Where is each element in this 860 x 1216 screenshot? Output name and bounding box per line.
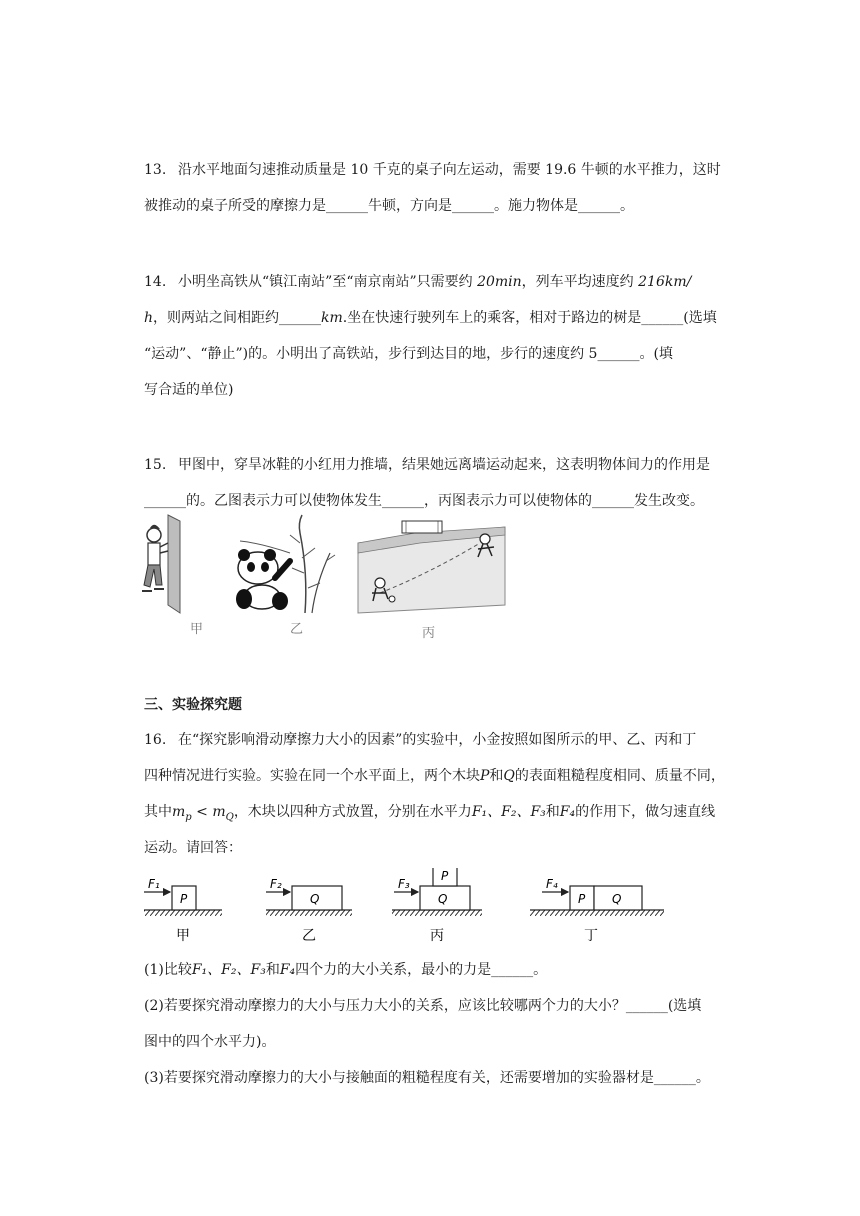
q16-text-3a: 其中 xyxy=(144,804,172,820)
q14-unit-km: km xyxy=(321,310,343,326)
friction-diagram xyxy=(140,868,680,948)
q16-var-p: P xyxy=(480,768,490,784)
q16-text-2e: 的表面粗糙程度相同、质量不同， xyxy=(514,768,725,784)
fig-label-jia: 甲 xyxy=(190,622,204,637)
setup-label-bing: 丙 xyxy=(430,928,444,944)
q16-sub3: (3)若要探究滑动摩擦力的大小与接触面的粗糙程度有关，还需要增加的实验器材是______。 xyxy=(144,1070,710,1086)
setup-label-jia: 甲 xyxy=(176,928,190,944)
q13-text1: 沿水平地面匀速推动质量是 10 千克的桌子向左运动，需要 19.6 牛顿的水平推力，这时 xyxy=(178,162,721,178)
q13-line2: 被推动的桌子所受的摩擦力是______牛顿，方向是______。施力物体是______。 xyxy=(144,198,634,214)
q16-line4: 运动。请回答： xyxy=(144,840,242,856)
force-f3-label: F₃ xyxy=(398,877,410,891)
force-f1-label: F₁ xyxy=(148,877,160,891)
q14-text-2d: .坐在快速行驶列车上的乘客，相对于路边的树是______(选填 xyxy=(342,310,717,326)
block-q-yi-label: Q xyxy=(310,892,320,906)
q16-line1 xyxy=(144,722,754,758)
figure-bing xyxy=(358,521,505,641)
block-p-bing-label: P xyxy=(441,869,449,883)
figure-yi xyxy=(236,515,335,637)
q16-text-3k: 的作用下，做匀速直线 xyxy=(575,804,716,820)
q16-sub2-line1: (2)若要探究滑动摩擦力的大小与压力大小的关系，应该比较哪两个力的大小？______(选填 xyxy=(144,998,702,1014)
block-p-ding-label: P xyxy=(578,892,586,906)
q16-sub1 xyxy=(144,952,754,988)
fig-label-yi: 乙 xyxy=(290,622,304,637)
fig-label-bing: 丙 xyxy=(422,626,436,641)
q14-speed-value: 216km/ xyxy=(638,274,692,290)
block-q-bing-label: Q xyxy=(438,892,448,906)
q16-mass-m2: m xyxy=(212,804,226,820)
q15-number: 15. xyxy=(144,457,167,473)
q16-forces-f1-f3: F₁、F₂、F₃ xyxy=(471,804,546,820)
q16-number: 16. xyxy=(144,732,167,748)
q16-text-3g: ，木块以四种方式放置，分别在水平力 xyxy=(233,804,472,820)
q16-mass-sub-q: Q xyxy=(225,811,234,823)
q16-sub1-f4: F₄ xyxy=(279,962,296,978)
q16-less-than: < xyxy=(191,804,213,820)
q14-line2 xyxy=(144,300,754,336)
q16-text-3i: 和 xyxy=(545,804,560,820)
q16-sub1-c: 和 xyxy=(265,962,280,978)
force-f4-label: F₄ xyxy=(546,877,558,891)
setup-yi xyxy=(266,877,352,944)
q14-time-value: 20min xyxy=(477,274,522,290)
section-title: 三、实验探究题 xyxy=(144,697,242,713)
q14-unit-h: h xyxy=(144,310,154,326)
figure-jia xyxy=(142,515,203,637)
q15-text1: 甲图中，穿旱冰鞋的小红用力推墙，结果她远离墙运动起来，这表明物体间力的作用是 xyxy=(178,457,710,473)
q16-mass-sub-p: p xyxy=(185,811,192,823)
setup-label-yi: 乙 xyxy=(302,928,316,944)
q14-line3: “运动”、“静止”)的。小明出了高铁站，步行到达目的地，步行的速度约 5______。(填 xyxy=(144,346,673,362)
q16-sub2-line2: 图中的四个水平力)。 xyxy=(144,1034,276,1050)
q16-text-2a: 四种情况进行实验。实验在同一个水平面上，两个木块 xyxy=(144,768,480,784)
q16-sub1-forces: F₁、F₂、F₃ xyxy=(191,962,266,978)
setup-bing xyxy=(392,868,482,944)
q13-line1 xyxy=(144,152,754,188)
q16-var-q: Q xyxy=(503,768,515,784)
q16-sub1-a: (1)比较 xyxy=(144,962,192,978)
q14-line1 xyxy=(144,264,754,300)
q16-force-f4: F₄ xyxy=(559,804,576,820)
q15-line2: ______的。乙图表示力可以使物体发生______，丙图表示力可以使物体的______发生改变。 xyxy=(144,493,704,509)
q16-line2 xyxy=(144,758,754,794)
q14-text-2b: ，则两站之间相距约______ xyxy=(153,310,322,326)
setup-ding xyxy=(530,877,664,944)
q13-number: 13. xyxy=(144,162,167,178)
q14-line4: 写合适的单位) xyxy=(144,382,234,398)
q15-figure xyxy=(140,513,510,643)
block-p-jia-label: P xyxy=(180,892,188,906)
setup-label-ding: 丁 xyxy=(584,928,598,944)
q16-text1: 在“探究影响滑动摩擦力大小的因素”的实验中，小金按照如图所示的甲、乙、丙和丁 xyxy=(178,732,697,748)
q14-text-1c: ，列车平均速度约 xyxy=(521,274,639,290)
q16-sub1-e: 四个力的大小关系，最小的力是______。 xyxy=(295,962,548,978)
q14-number: 14. xyxy=(144,274,167,290)
block-q-ding-label: Q xyxy=(612,892,622,906)
force-f2-label: F₂ xyxy=(270,877,282,891)
q15-line1 xyxy=(144,447,754,483)
setup-jia xyxy=(144,877,222,944)
q14-text-1a: 小明坐高铁从“镇江南站”至“南京南站”只需要约 xyxy=(178,274,478,290)
q16-mass-m1: m xyxy=(172,804,186,820)
q16-text-2c: 和 xyxy=(489,768,504,784)
